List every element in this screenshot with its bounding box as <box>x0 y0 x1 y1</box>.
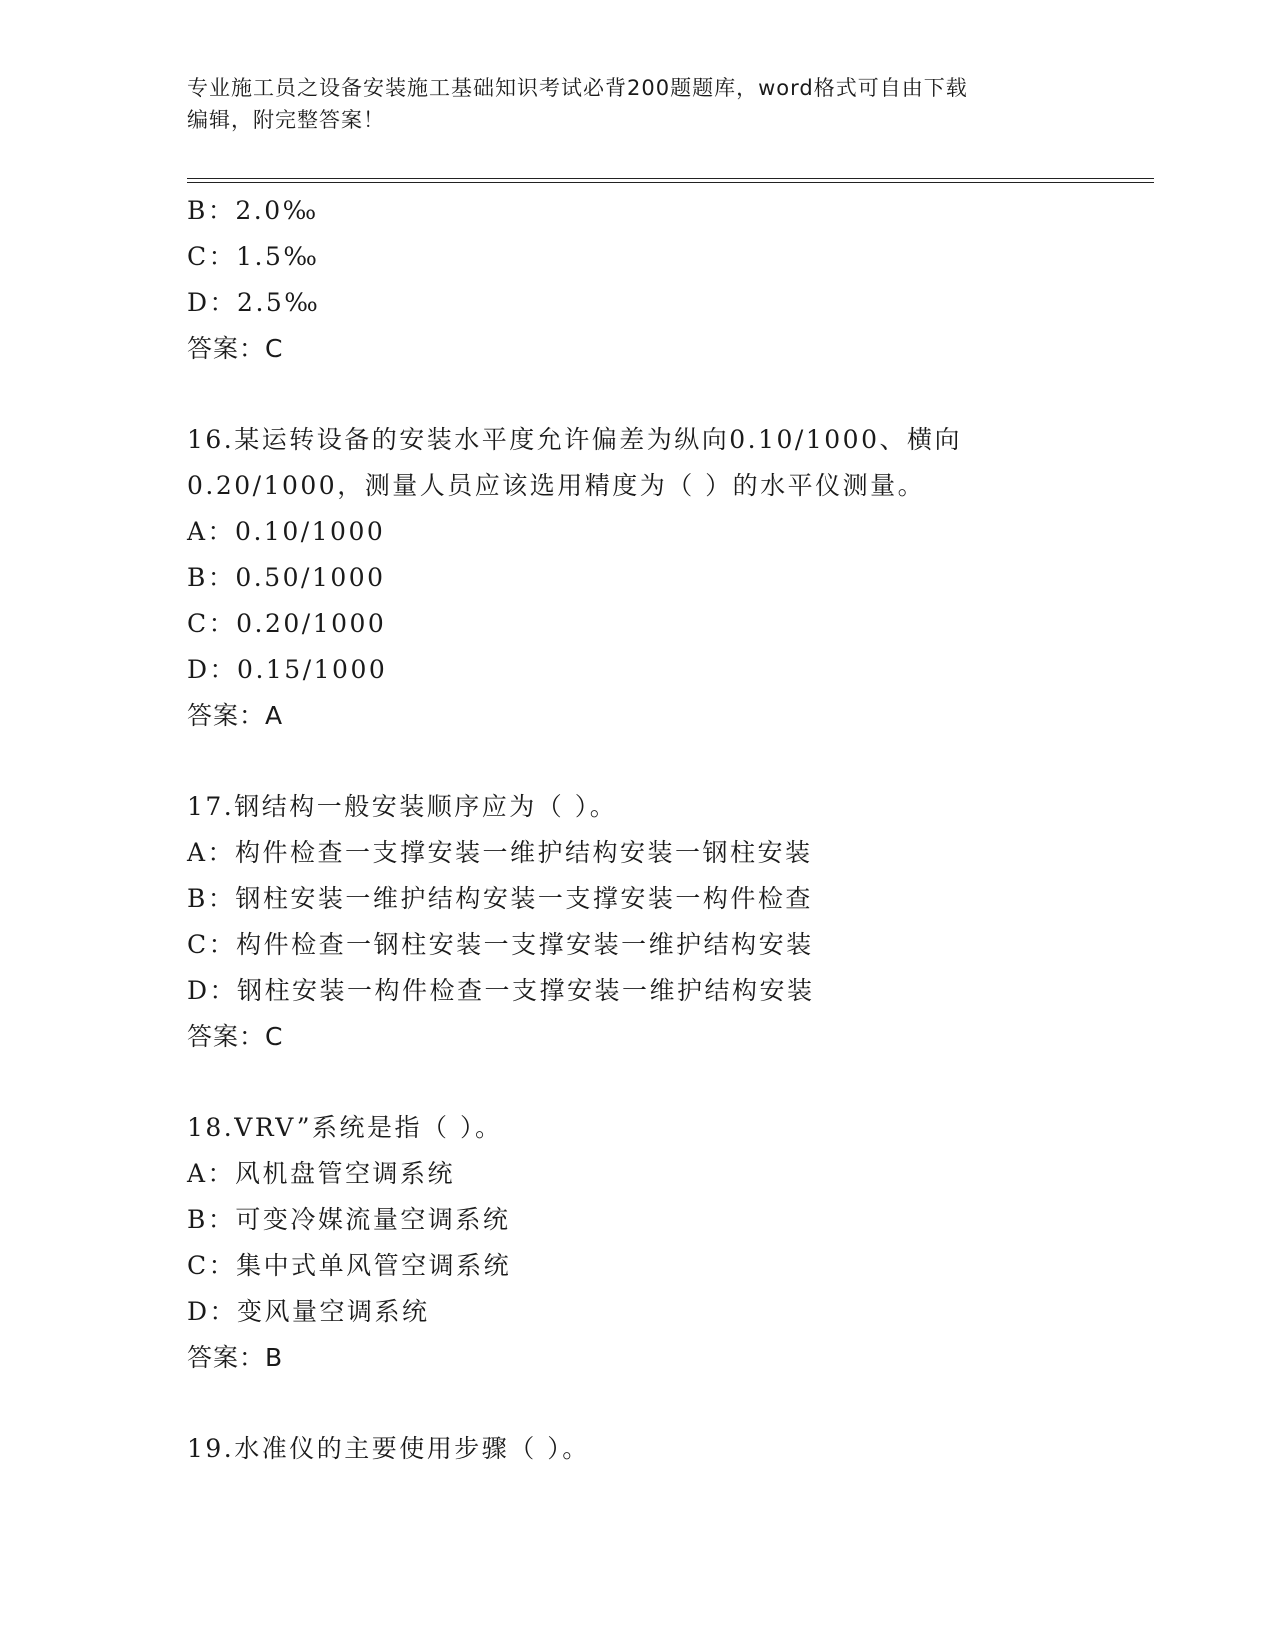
option-d: D：变风量空调系统 <box>187 1297 430 1326</box>
header-divider-top <box>187 178 1154 179</box>
option-b: B：可变冷媒流量空调系统 <box>187 1205 511 1234</box>
answer-line: 答案：C <box>187 1022 284 1051</box>
option-d: D：钢柱安装一构件检查一支撑安装一维护结构安装 <box>187 976 815 1005</box>
answer-line: 答案：A <box>187 701 284 730</box>
question-stem: 16.某运转设备的安装水平度允许偏差为纵向0.10/1000、横向 <box>187 425 962 454</box>
question-16 <box>187 417 1147 739</box>
option-b: B：2.0‰ <box>187 196 319 225</box>
option-c: C：集中式单风管空调系统 <box>187 1251 512 1280</box>
question-stem: 17.钢结构一般安装顺序应为（ ）。 <box>187 792 618 821</box>
option-b: B：0.50/1000 <box>187 563 386 592</box>
question-15-tail <box>187 188 1147 372</box>
document-header <box>187 72 1067 136</box>
option-d: D：0.15/1000 <box>187 655 388 684</box>
header-title-line2: 编辑，附完整答案！ <box>187 108 385 132</box>
question-18 <box>187 1105 1147 1381</box>
question-17 <box>187 784 1147 1060</box>
question-spacer <box>187 372 1147 417</box>
option-d: D：2.5‰ <box>187 288 321 317</box>
answer-line: 答案：B <box>187 1343 284 1372</box>
option-a: A：0.10/1000 <box>187 517 386 546</box>
answer-line: 答案：C <box>187 334 284 363</box>
question-stem-continued: 0.20/1000，测量人员应该选用精度为（ ）的水平仪测量。 <box>187 471 926 500</box>
option-c: C：构件检查一钢柱安装一支撑安装一维护结构安装 <box>187 930 814 959</box>
option-a: A：风机盘管空调系统 <box>187 1159 456 1188</box>
question-19 <box>187 1426 1147 1472</box>
option-c: C：0.20/1000 <box>187 609 387 638</box>
option-b: B：钢柱安装一维护结构安装一支撑安装一构件检查 <box>187 884 813 913</box>
question-spacer <box>187 1381 1147 1426</box>
option-a: A：构件检查一支撑安装一维护结构安装一钢柱安装 <box>187 838 813 867</box>
question-stem: 19.水准仪的主要使用步骤（ ）。 <box>187 1434 590 1463</box>
question-stem: 18.VRV”系统是指（ ）。 <box>187 1113 503 1142</box>
question-spacer <box>187 739 1147 784</box>
option-c: C：1.5‰ <box>187 242 320 271</box>
question-spacer <box>187 1060 1147 1105</box>
header-divider-bottom <box>187 182 1154 183</box>
question-list <box>187 188 1147 1472</box>
header-title-line1: 专业施工员之设备安装施工基础知识考试必背200题题库，word格式可自由下载 <box>187 76 968 100</box>
